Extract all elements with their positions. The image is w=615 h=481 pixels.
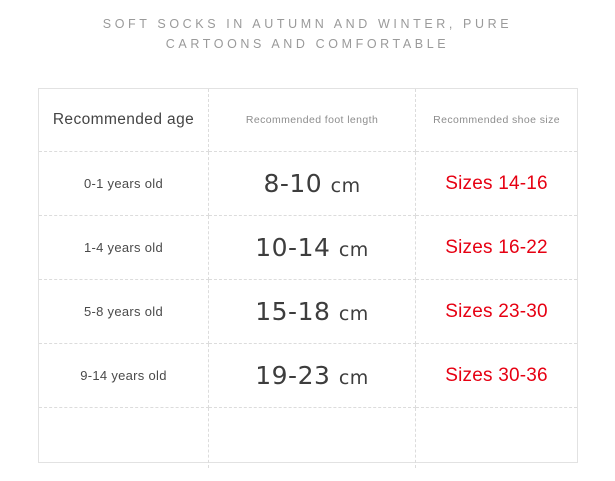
cell-shoe-size: Sizes 16-22: [416, 216, 577, 280]
foot-length-unit: cm: [330, 175, 361, 197]
table-row: [39, 152, 577, 216]
page-title-line-2: CARTOONS AND COMFORTABLE: [165, 37, 450, 51]
foot-length-value: 10-14: [255, 233, 331, 262]
cell-foot-length: [208, 216, 415, 280]
header-recommended-shoe-size: Recommended shoe size: [416, 89, 577, 152]
cell-shoe-size: [416, 408, 577, 469]
cell-shoe-size: Sizes 30-36: [416, 344, 577, 408]
foot-length-value: 8-10: [263, 169, 323, 198]
table-row: [39, 216, 577, 280]
page-title: [0, 0, 615, 54]
header-recommended-age: Recommended age: [39, 89, 208, 152]
table-row: [39, 280, 577, 344]
table-row-empty: [39, 408, 577, 469]
cell-age: 1-4 years old: [39, 216, 208, 280]
foot-length-unit: cm: [338, 239, 369, 261]
table-row: [39, 344, 577, 408]
foot-length-value: 19-23: [255, 361, 331, 390]
table-header-row: [39, 89, 577, 152]
cell-shoe-size: Sizes 23-30: [416, 280, 577, 344]
foot-length-unit: cm: [338, 367, 369, 389]
cell-foot-length: [208, 408, 415, 469]
cell-age: 0-1 years old: [39, 152, 208, 216]
cell-age: 5-8 years old: [39, 280, 208, 344]
page-title-line-1: SOFT SOCKS IN AUTUMN AND WINTER, PURE: [102, 17, 513, 31]
cell-foot-length: [208, 152, 415, 216]
cell-foot-length: [208, 344, 415, 408]
foot-length-value: 15-18: [255, 297, 331, 326]
size-table: [39, 89, 577, 468]
cell-age: [39, 408, 208, 469]
header-recommended-foot-length: Recommended foot length: [208, 89, 415, 152]
cell-shoe-size: Sizes 14-16: [416, 152, 577, 216]
cell-age: 9-14 years old: [39, 344, 208, 408]
foot-length-unit: cm: [338, 303, 369, 325]
size-table-container: [38, 88, 578, 463]
cell-foot-length: [208, 280, 415, 344]
